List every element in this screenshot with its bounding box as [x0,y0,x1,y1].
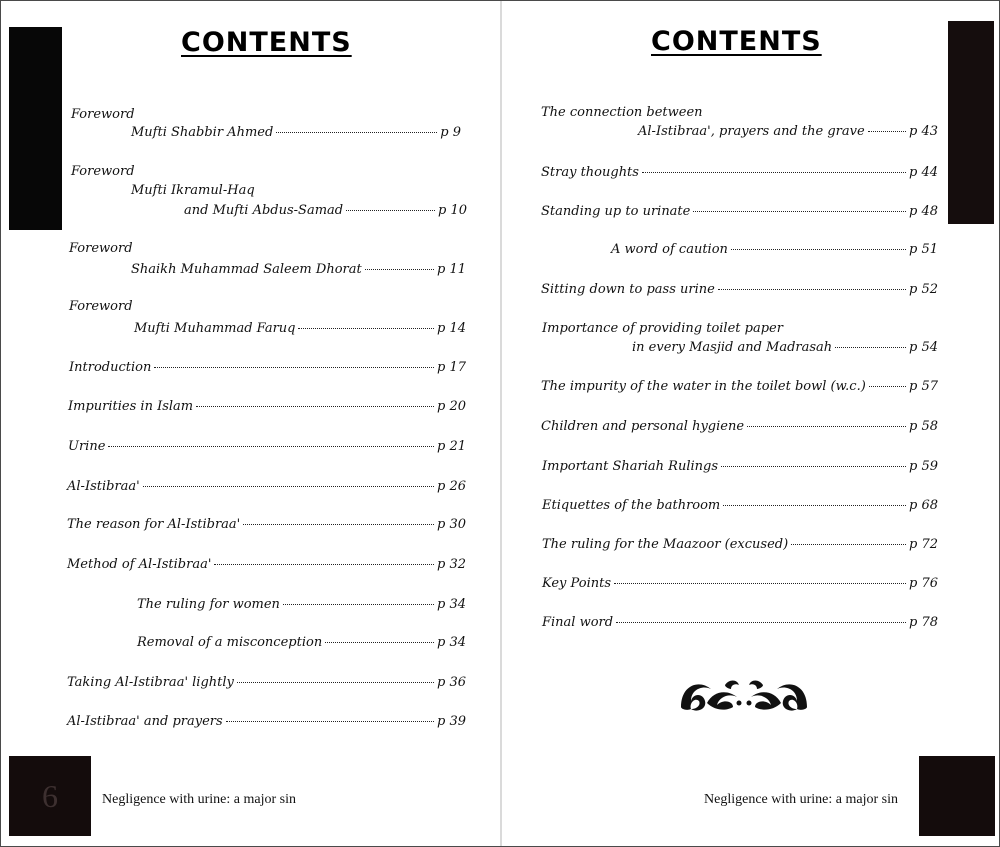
toc-label: Importance of providing toilet paper [542,321,783,336]
contents-heading-left: CONTENTS [181,27,352,58]
toc-entry[interactable]: Taking Al-Istibraa' lightly p 36 [67,675,466,690]
contents-heading-right: CONTENTS [651,26,822,57]
toc-label: The connection between [541,105,703,120]
toc-label: Foreword [71,164,135,179]
toc-label: Foreword [71,107,135,122]
toc-label: Mufti Ikramul-Haq [131,183,255,198]
toc-entry[interactable]: A word of caution p 51 [611,242,938,257]
running-footer: Negligence with urine: a major sin [704,792,898,807]
toc-entry[interactable]: in every Masjid and Madrasah p 54 [632,340,938,355]
right-page [501,1,999,846]
toc-entry[interactable]: Sitting down to pass urine p 52 [541,282,938,297]
toc-entry[interactable]: Mufti Muhammad Faruq p 14 [134,321,466,336]
toc-label: Foreword [69,241,133,256]
toc-entry[interactable]: The ruling for the Maazoor (excused) p 72 [542,537,938,552]
toc-entry[interactable]: Etiquettes of the bathroom p 68 [542,498,938,513]
toc-entry[interactable]: Key Points p 76 [542,576,938,591]
toc-entry[interactable]: Al-Istibraa' p 26 [67,479,466,494]
toc-entry[interactable]: Children and personal hygiene p 58 [541,419,938,434]
toc-entry[interactable]: Important Shariah Rulings p 59 [542,459,938,474]
toc-entry[interactable]: Removal of a misconception p 34 [137,635,466,650]
toc-entry[interactable]: Method of Al-Istibraa' p 32 [67,557,466,572]
toc-entry[interactable]: The impurity of the water in the toilet bowl (w.c.) p 57 [541,379,938,394]
right-corner-tab [919,756,995,836]
toc-entry[interactable]: Shaikh Muhammad Saleem Dhorat p 11 [131,262,466,277]
left-edge-tab [9,27,62,230]
toc-entry[interactable]: Impurities in Islam p 20 [68,399,466,414]
left-page [1,1,499,846]
toc-entry[interactable]: Standing up to urinate p 48 [541,204,938,219]
running-footer: Negligence with urine: a major sin [102,792,296,807]
toc-label: Foreword [69,299,133,314]
toc-entry[interactable]: The reason for Al-Istibraa' p 30 [67,517,466,532]
floral-ornament-icon [677,673,811,713]
toc-entry[interactable]: Stray thoughts p 44 [541,165,938,180]
toc-entry[interactable]: Final word p 78 [542,615,938,630]
toc-entry[interactable]: and Mufti Abdus-Samad p 10 [184,203,467,218]
toc-entry[interactable]: Al-Istibraa', prayers and the grave p 43 [638,124,938,139]
toc-entry[interactable]: The ruling for women p 34 [137,597,466,612]
page-number: 6 [42,777,58,814]
right-edge-tab [948,21,994,224]
toc-entry[interactable]: Al-Istibraa' and prayers p 39 [67,714,466,729]
toc-entry[interactable]: Urine p 21 [68,439,466,454]
toc-entry[interactable]: Introduction p 17 [69,360,466,375]
toc-entry[interactable]: Mufti Shabbir Ahmed p 9 [131,125,461,140]
